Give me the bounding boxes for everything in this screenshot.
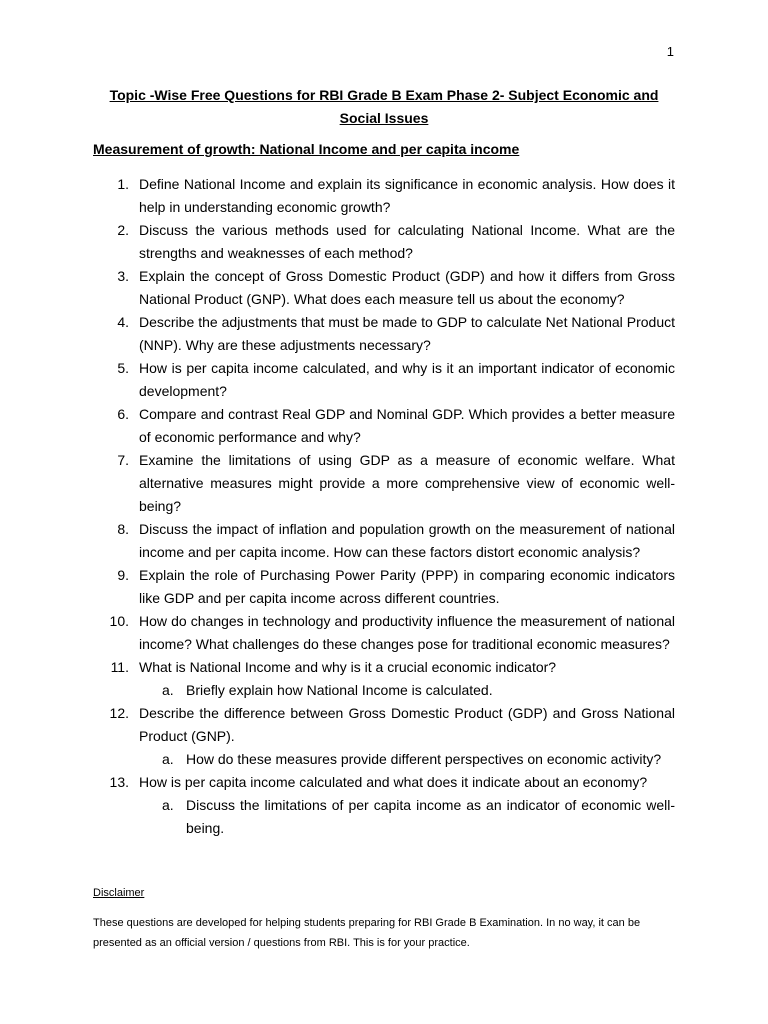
sub-question-label: a.	[162, 797, 174, 813]
question-item	[93, 656, 675, 702]
question-number: 9.	[117, 567, 129, 583]
question-text: How do changes in technology and productivity influence the measurement of national income? What challenges do these changes pose for traditional economic measures?	[139, 613, 675, 652]
question-number: 10.	[109, 613, 129, 629]
question-number: 11.	[110, 659, 129, 675]
question-item	[93, 311, 675, 357]
question-number: 3.	[117, 268, 129, 284]
sub-question-list	[139, 794, 675, 840]
page-number: 1	[666, 44, 674, 59]
question-text: How is per capita income calculated and what does it indicate about an economy?	[139, 774, 648, 790]
question-item	[93, 449, 675, 518]
question-text: Explain the concept of Gross Domestic Product (GDP) and how it differs from Gross National Product (GNP). What does each measure tell us about the economy?	[139, 268, 675, 307]
question-number: 5.	[117, 360, 129, 376]
question-item	[93, 265, 675, 311]
sub-question-item	[139, 748, 675, 771]
disclaimer-text: These questions are developed for helping students preparing for RBI Grade B Examination. In no way, it can be presented as an official version / questions from RBI. This is for your practice.	[93, 917, 641, 949]
question-list	[93, 173, 675, 840]
sub-question-item	[139, 679, 675, 702]
question-item	[93, 357, 675, 403]
sub-question-list	[139, 748, 675, 771]
sub-question-list	[139, 679, 675, 702]
question-number: 1.	[117, 176, 129, 192]
question-number: 7.	[117, 452, 129, 468]
sub-question-label: a.	[162, 751, 174, 767]
sub-question-text: How do these measures provide different perspectives on economic activity?	[186, 751, 662, 767]
question-text: Examine the limitations of using GDP as a measure of economic welfare. What alternative measures might provide a more comprehensive view of economic well-being?	[139, 452, 675, 514]
question-item	[93, 219, 675, 265]
sub-question-item	[139, 794, 675, 840]
question-text: Describe the difference between Gross Domestic Product (GDP) and Gross National Product (GNP).	[139, 705, 675, 744]
question-number: 13.	[109, 774, 129, 790]
question-text: Discuss the various methods used for calculating National Income. What are the strengths and weaknesses of each method?	[139, 222, 675, 261]
question-number: 6.	[117, 406, 129, 422]
question-text: What is National Income and why is it a crucial economic indicator?	[139, 659, 557, 675]
section-heading: Measurement of growth: National Income and per capita income	[93, 141, 520, 157]
question-number: 12.	[109, 705, 129, 721]
question-item	[93, 771, 675, 840]
question-text: How is per capita income calculated, and why is it an important indicator of economic development?	[139, 360, 675, 399]
question-item	[93, 610, 675, 656]
question-item	[93, 564, 675, 610]
question-item	[93, 702, 675, 771]
sub-question-label: a.	[162, 682, 174, 698]
question-text: Define National Income and explain its significance in economic analysis. How does it help in understanding economic growth?	[139, 176, 675, 215]
question-text: Explain the role of Purchasing Power Parity (PPP) in comparing economic indicators like GDP and per capita income across different countries.	[139, 567, 675, 606]
question-item	[93, 403, 675, 449]
question-text: Describe the adjustments that must be made to GDP to calculate Net National Product (NNP). Why are these adjustments necessary?	[139, 314, 675, 353]
question-number: 8.	[117, 521, 129, 537]
sub-question-text: Discuss the limitations of per capita income as an indicator of economic well-being.	[186, 797, 675, 836]
question-number: 4.	[117, 314, 129, 330]
question-text: Discuss the impact of inflation and population growth on the measurement of national income and per capita income. How can these factors distort economic analysis?	[139, 521, 675, 560]
question-item	[93, 518, 675, 564]
question-text: Compare and contrast Real GDP and Nominal GDP. Which provides a better measure of economic performance and why?	[139, 406, 675, 445]
sub-question-text: Briefly explain how National Income is calculated.	[186, 682, 493, 698]
document-title: Topic -Wise Free Questions for RBI Grade B Exam Phase 2- Subject Economic and Social Issues	[109, 87, 659, 126]
question-number: 2.	[117, 222, 129, 238]
disclaimer-heading: Disclaimer	[93, 887, 145, 899]
question-item	[93, 173, 675, 219]
